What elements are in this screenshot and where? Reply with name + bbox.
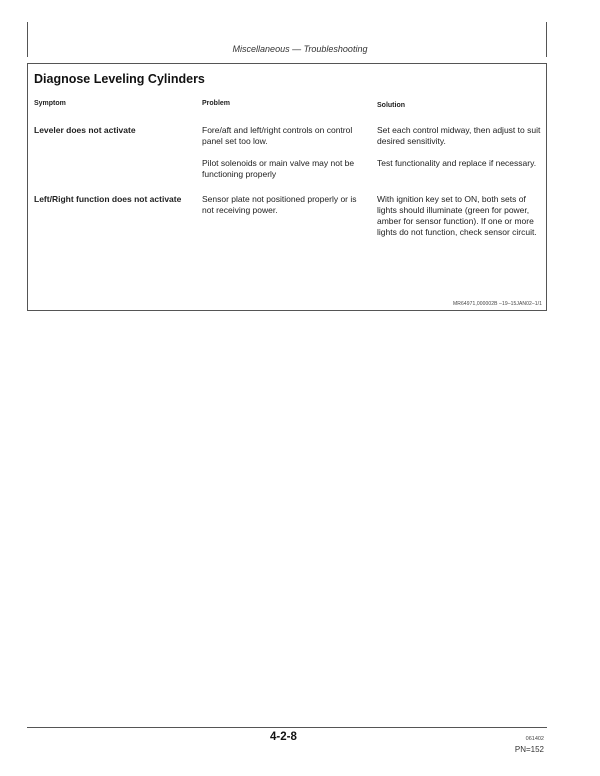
table-row-solution: With ignition key set to ON, both sets of lights should illuminate (green for power, amber for sensor function). If one or more lights do not function, check sensor circuit. [377,194,537,237]
table-row-problem: Pilot solenoids or main valve may not be functioning properly [202,158,355,179]
footer-rule [27,727,547,728]
column-header-problem: Problem [202,100,231,107]
reference-code: MR64971,000002B –19–15JAN02–1/1 [452,301,542,307]
column-header-solution: Solution [377,102,405,109]
table-row-problem: Sensor plate not positioned properly or is not receiving power. [202,194,357,215]
section-bottom-rule [27,310,547,311]
date-code: 061402 [525,736,544,742]
section-top-rule [27,63,547,64]
pn-label: PN=152 [514,745,544,754]
section-right-rule [546,63,547,311]
running-header: Miscellaneous — Troubleshooting [232,44,368,54]
table-row-problem: Fore/aft and left/right controls on control panel set too low. [202,125,353,146]
section-title: Diagnose Leveling Cylinders [34,72,205,86]
table-row-symptom: Left/Right function does not activate [34,194,182,204]
table-row-solution: Test functionality and replace if necessary. [377,158,537,168]
page-number: 4-2-8 [270,731,297,743]
table-row-symptom: Leveler does not activate [34,125,136,135]
section-left-rule [27,63,28,311]
table-row-solution: Set each control midway, then adjust to suit desired sensitivity. [377,125,541,146]
column-header-symptom: Symptom [34,100,66,107]
